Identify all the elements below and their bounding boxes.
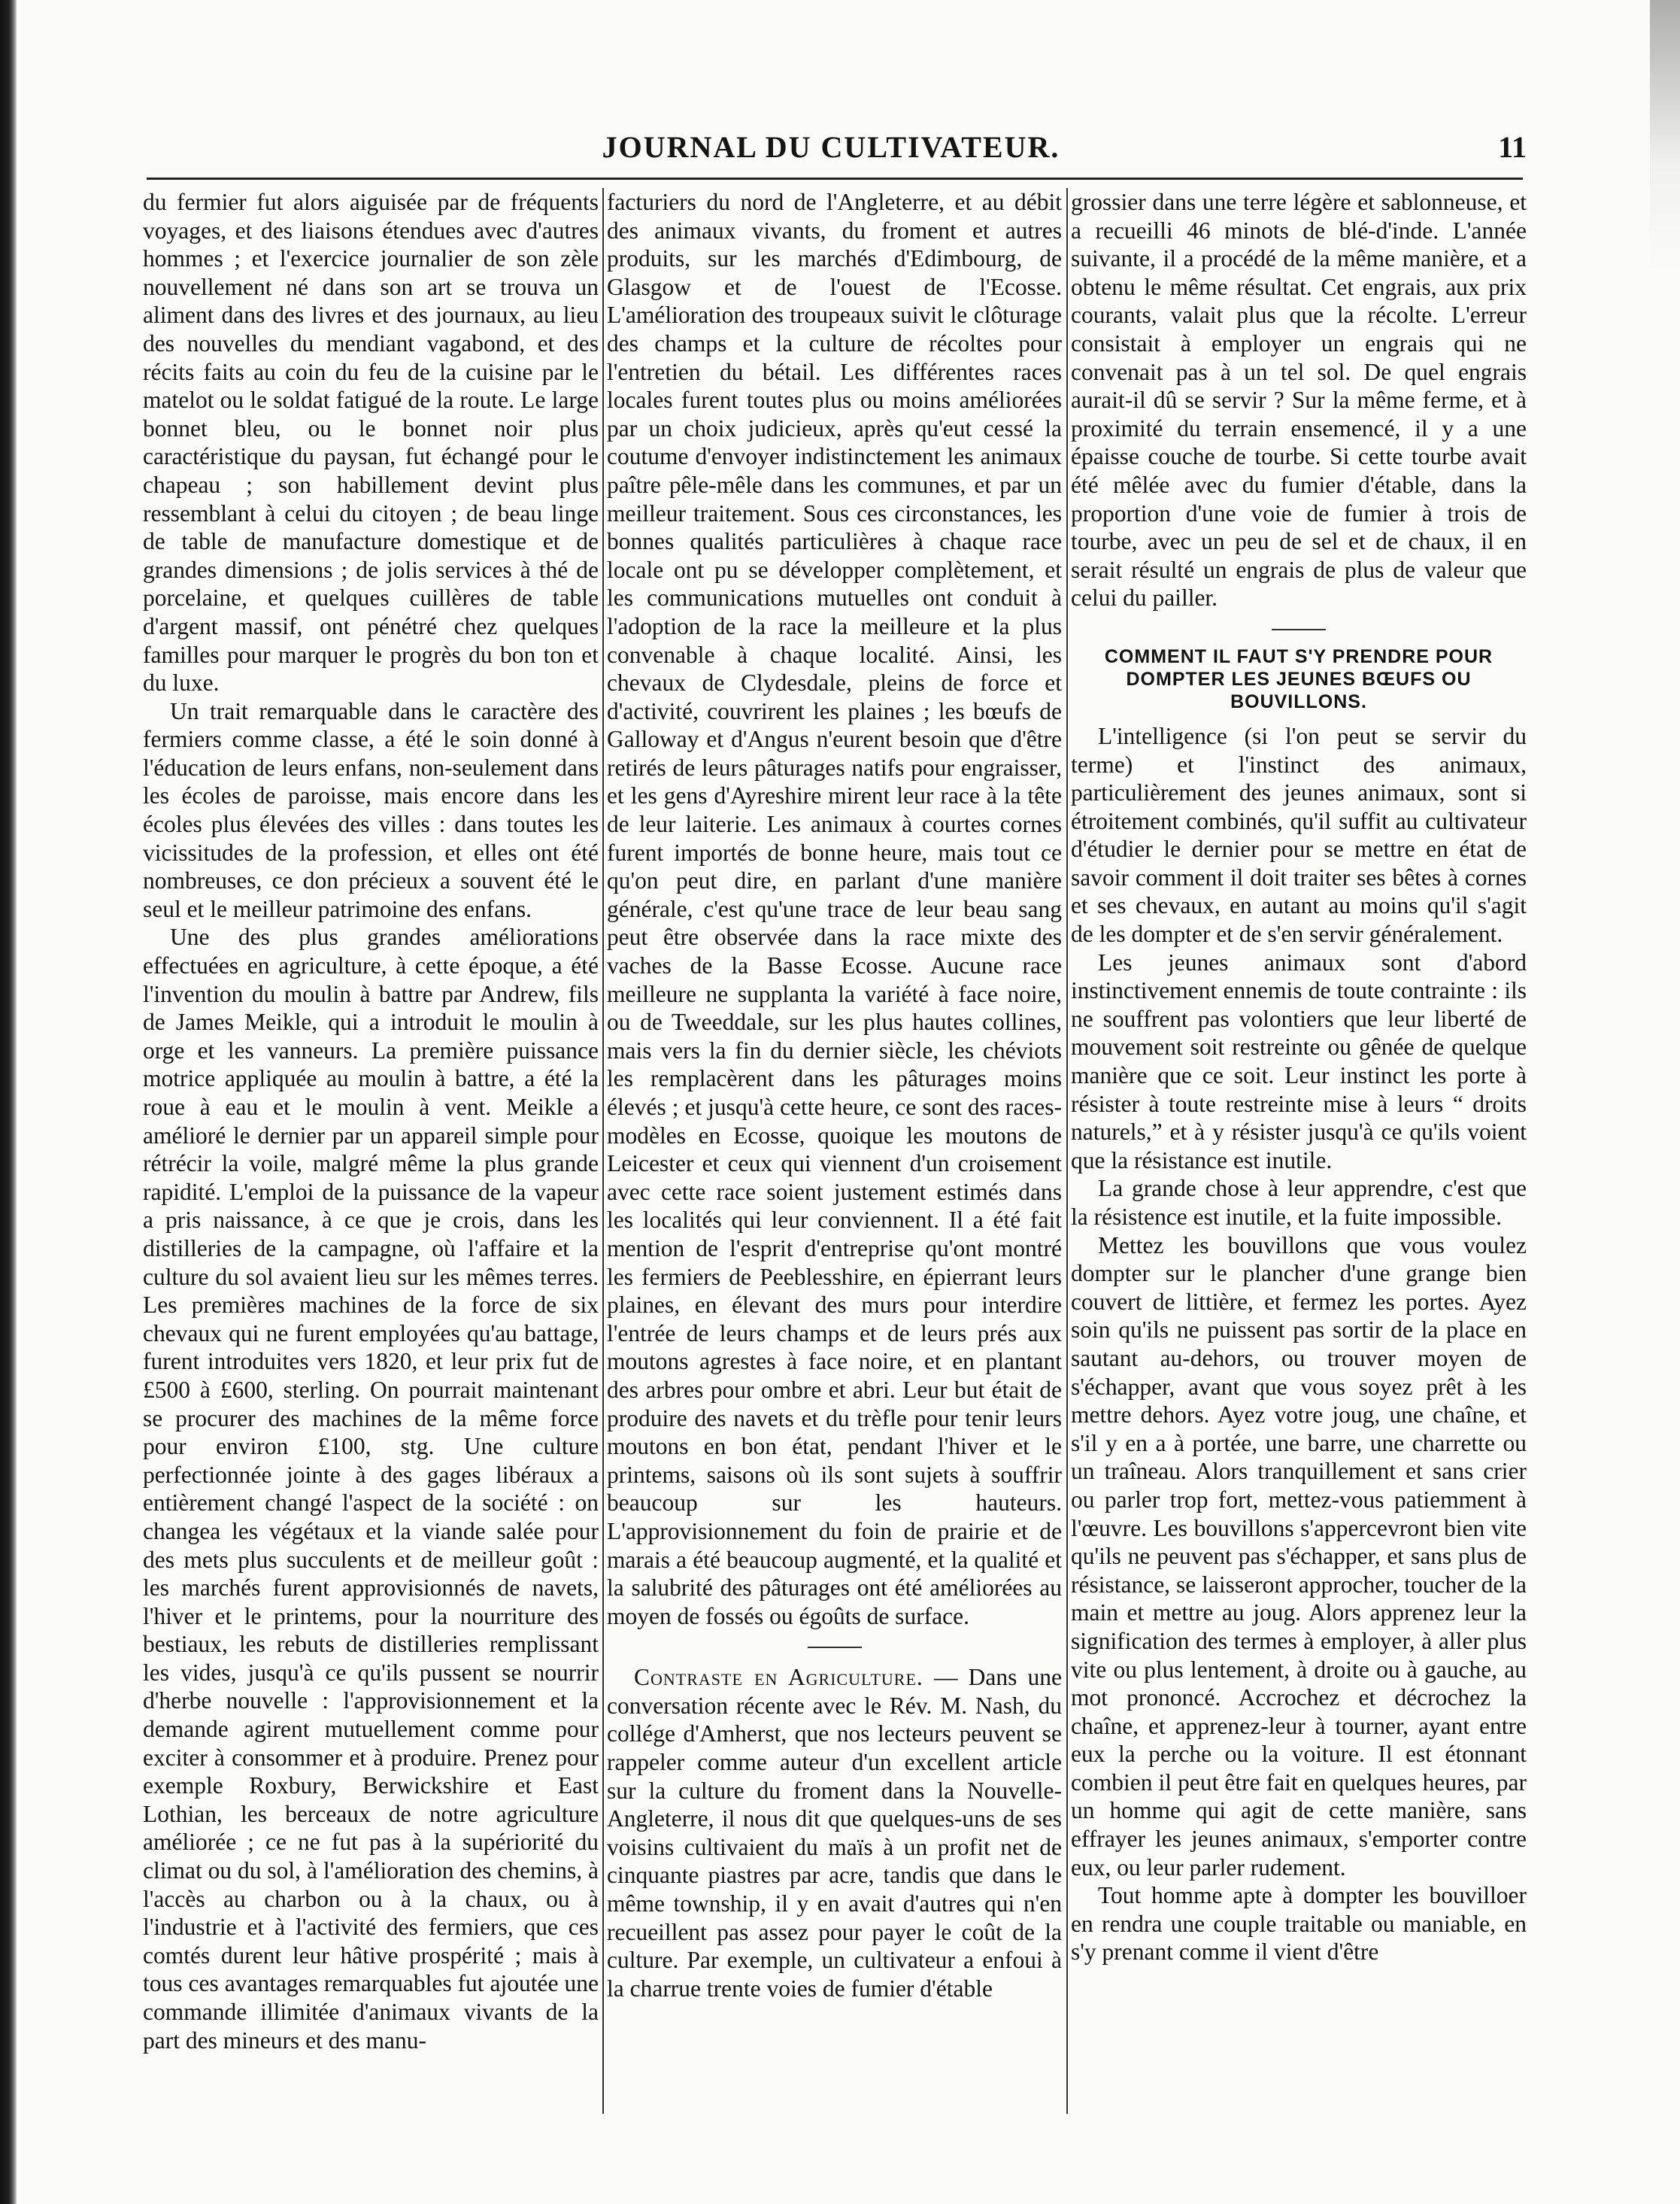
column-2 <box>607 188 1062 2114</box>
section-divider <box>1272 629 1326 630</box>
column-1 <box>143 188 599 2114</box>
paragraph: Mettez les bouvillons que vous voulez dompter sur le plancher d'une grange bien couvert de littière, et fermez les portes. Ayez soin qu'ils ne puissent pas sortir de la place en sautant au-dehors, ou trouver moyen de s'échapper, avant que vous soyez prêt à les mettre dehors. Ayez votre joug, une chaîne, et s'il y en a à portée, une barre, une charrette ou un traîneau. Alors tranquillement et sans crier ou parler trop fort, mettez-vous patiemment à l'œuvre. Les bouvillons s'appercevront bien vite qu'ils ne peuvent pas s'échapper, et sans plus de résistance, se laisseront approcher, toucher de la main et mettre au joug. Alors apprenez leur la signification des termes à employer, à aller plus vite ou plus lentement, à droite ou à gauche, au mot prononcé. Accrochez et décrochez la chaîne, et apprenez-leur à tourner, ayant entre eux la perche ou la voiture. Il est étonnant combien il peut être fait en quelques heures, par un homme qui agit de cette manière, sans effrayer les jeunes animaux, s'emporter contre eux, ou leur parler rudement. <box>1071 1231 1527 1881</box>
column-divider <box>1066 188 1068 2114</box>
section-divider <box>808 1647 862 1648</box>
scan-edge-shadow <box>0 0 17 2204</box>
column-divider <box>602 188 604 2114</box>
running-title: JOURNAL DU CULTIVATEUR. <box>602 130 1060 164</box>
section-heading: COMMENT IL FAUT S'Y PRENDRE POUR DOMPTER LES JEUNES BŒUFS OU BOUVILLONS. <box>1104 645 1494 712</box>
text-columns <box>143 188 1527 2114</box>
paragraph: facturiers du nord de l'Angleterre, et au débit des animaux vivants, du froment et autres produits, sur les marchés d'Edimbourg, de Glasgow et de l'ouest de l'Ecosse. L'amélioration des troupeaux suivit le clôturage des champs et la culture de récoltes pour l'entretien du bétail. Les différentes races locales furent toutes plus ou moins améliorées par un choix judicieux, après qu'eut cessé la coutume d'envoyer indistinctement les animaux paître pêle-mêle dans les communes, et par un meilleur traitement. Sous ces circonstances, les bonnes qualités particulières à chaque race locale ont pu se développer complètement, et les communications mutuelles ont conduit à l'adoption de la race la meilleure et la plus convenable à chaque localité. Ainsi, les chevaux de Clydesdale, pleins de force et d'activité, couvrirent les plaines ; les bœufs de Galloway et d'Angus n'eurent besoin que d'être retirés de leurs pâturages natifs pour engraisser, et les gens d'Ayreshire mirent leur race à la tête de leur laiterie. Les animaux à courtes cornes furent importés de bonne heure, mais tout ce qu'on peut dire, en parlant d'une manière générale, c'est qu'une trace de leur beau sang peut être observée dans la race mixte des vaches de la Basse Ecosse. Aucune race meilleure ne supplanta la variété à face noire, ou de Tweeddale, sur les plus hautes collines, mais vers la fin du dernier siècle, les chéviots les remplacèrent dans les pâturages moins élevés ; et jusqu'à cette heure, ce sont des races-modèles en Ecosse, quoique les moutons de Leicester et ceux qui viennent d'un croisement avec cette race soient justement estimés dans les localités qui leur conviennent. Il a été fait mention de l'esprit d'entreprise qu'ont montré les fermiers de Peeblesshire, en épierrant leurs plaines, en élevant des murs pour interdire l'entrée de leurs champs et de leurs prés aux moutons agrestes à face noire, et en plantant des arbres pour ombre et abri. Leur but était de produire des navets et du trèfle pour tenir leurs moutons en bon état, pendant l'hiver et le printems, saisons où ils sont sujets à souffrir beaucoup sur les hauteurs. L'approvisionnement du foin de prairie et de marais a été beaucoup augmenté, et la qualité et la salubrité des pâturages ont été améliorées au moyen de fossés ou égoûts de surface. <box>607 189 1062 1629</box>
contraste-paragraph <box>607 1663 1062 2002</box>
paragraph: Tout homme apte à dompter les bouvilloer en rendra une couple traitable ou maniable, en s'y prenant comme il vient d'être <box>1071 1882 1527 1966</box>
page-header <box>135 129 1527 182</box>
page-number: 11 <box>1498 130 1527 164</box>
paragraph: Les jeunes animaux sont d'abord instinctivement ennemis de toute contrainte : ils ne souffrent pas volontiers que leur liberté de mouvement soit restreinte ou gênée de quelque manière que ce soit. Leur instinct les porte à résister à toute restreinte mise à leurs “ droits naturels,” et à y résister jusqu'à ce qu'ils voient que la résistance est inutile. <box>1071 949 1527 1173</box>
paragraph: Un trait remarquable dans le caractère des fermiers comme classe, a été le soin donné à l'éducation de leurs enfans, non-seulement dans les écoles de paroisse, mais encore dans les écoles plus élevées des villes : dans toutes les vicissitudes de la profession, et elles ont été nombreuses, ce don précieux a souvent été le seul et le meilleur patrimoine des enfans. <box>143 697 599 922</box>
header-rule <box>147 178 1523 180</box>
scan-corner-shadow <box>1650 0 1680 271</box>
contraste-title: Contraste en Agriculture. <box>634 1664 923 1691</box>
paragraph: L'intelligence (si l'on peut se servir du terme) et l'instinct des animaux, particulièrement des jeunes animaux, sont si étroitement combinés, qu'il suffit au cultivateur d'étudier le dernier pour se mettre en état de savoir comment il doit traiter ses bêtes à cornes et ses chevaux, en autant au moins qu'il s'agit de les dompter et de s'en servir généralement. <box>1071 722 1527 948</box>
column-3 <box>1071 188 1527 2114</box>
paragraph: du fermier fut alors aiguisée par de fréquents voyages, et des liaisons étendues avec d'autres hommes ; et l'exercice journalier de son zèle nouvellement né dans son art se trouva un aliment dans des livres et des journaux, au lieu des nouvelles du mendiant vagabond, et des récits faits au coin du feu de la cuisine par le matelot ou le soldat fatigué de la route. Le large bonnet bleu, ou le bonnet noir plus caractéristique du paysan, fut échangé pour le chapeau ; son habillement devint plus ressemblant à celui du citoyen ; de beau linge de table de manufacture domestique et de grandes dimensions ; de jolis services à thé de porcelaine, et quelques cuillères de table d'argent massif, ont pénétré chez quelques familles pour marquer le progrès du bon ton et du luxe. <box>143 189 599 697</box>
paragraph: Une des plus grandes améliorations effectuées en agriculture, à cette époque, a été l'invention du moulin à battre par Andrew, fils de James Meikle, qui a introduit le moulin à orge et les vanneurs. La première puissance motrice appliquée au moulin à battre, a été la roue à eau et le moulin à vent. Meikle a amélioré le dernier par un appareil simple pour rétrécir la voile, malgré même la plus grande rapidité. L'emploi de la puissance de la vapeur a pris naissance, à ce que je crois, dans les distilleries de la campagne, où l'affaire et la culture du sol avaient lieu sur les mêmes terres. Les premières machines de la force de six chevaux qui ne furent employées qu'au battage, furent introduites vers 1820, et leur prix fut de £500 à £600, sterling. On pourrait maintenant se procurer des machines de la même force pour environ £100, stg. Une culture perfectionnée jointe à des gages libéraux a entièrement changé l'aspect de la société : on changea les végétaux et la viande salée pour des mets plus succulents et de meilleur goût : les marchés furent approvisionnés de navets, l'hiver et le printems, pour la nourriture des bestiaux, les rebuts de distilleries remplissant les vides, jusqu'à ce qu'ils pussent se nourrir d'herbe nouvelle : l'approvisionnement et la demande agirent mutuellement comme pour exciter à consommer et à produire. Prenez pour exemple Roxbury, Berwickshire et East Lothian, les berceaux de notre agriculture améliorée ; ce ne fut pas à la supériorité du climat ou du sol, à l'amélioration des chemins, à l'accès au charbon ou à la chaux, ou à l'industrie et à l'activité des fermiers, que ces comtés durent leur hâtive prospérité ; mais à tous ces avantages remarquables fut ajoutée une commande illimitée d'animaux vivants de la part des mineurs et des manu- <box>143 924 599 2054</box>
paragraph: La grande chose à leur apprendre, c'est que la résistence est inutile, et la fuite impossible. <box>1071 1175 1527 1230</box>
paragraph: grossier dans une terre légère et sablonneuse, et a recueilli 46 minots de blé-d'inde. L'année suivante, il a procédé de la même manière, et a obtenu le même résultat. Cet engrais, aux prix courants, valait plus que la récolte. L'erreur consistait à employer un engrais qui ne convenait pas à un tel sol. De quel engrais aurait-il dû se servir ? Sur la même ferme, et à proximité du terrain ensemencé, il y a une épaisse couche de tourbe. Si cette tourbe avait été mêlée avec du fumier d'étable, dans la proportion d'une voie de fumier à trois de tourbe, avec un peu de sel et de chaux, il en serait résulté un engrais de plus de valeur que celui du pailler. <box>1071 189 1527 612</box>
contraste-text: — Dans une conversation récente avec le Rév. M. Nash, du collége d'Amherst, que nos lecteurs peuvent se rappeler comme auteur d'un excellent article sur la culture du froment dans la Nouvelle-Angleterre, il nous dit que quelques-uns de ses voisins cultivaient du maïs à un profit net de cinquante piastres par acre, tandis que dans le même township, il y en avait d'autres qui n'en recueillent pas assez pour payer le coût de la culture. Par exemple, un cultivateur a enfoui à la charrue trente voies de fumier d'étable <box>607 1664 1062 2002</box>
